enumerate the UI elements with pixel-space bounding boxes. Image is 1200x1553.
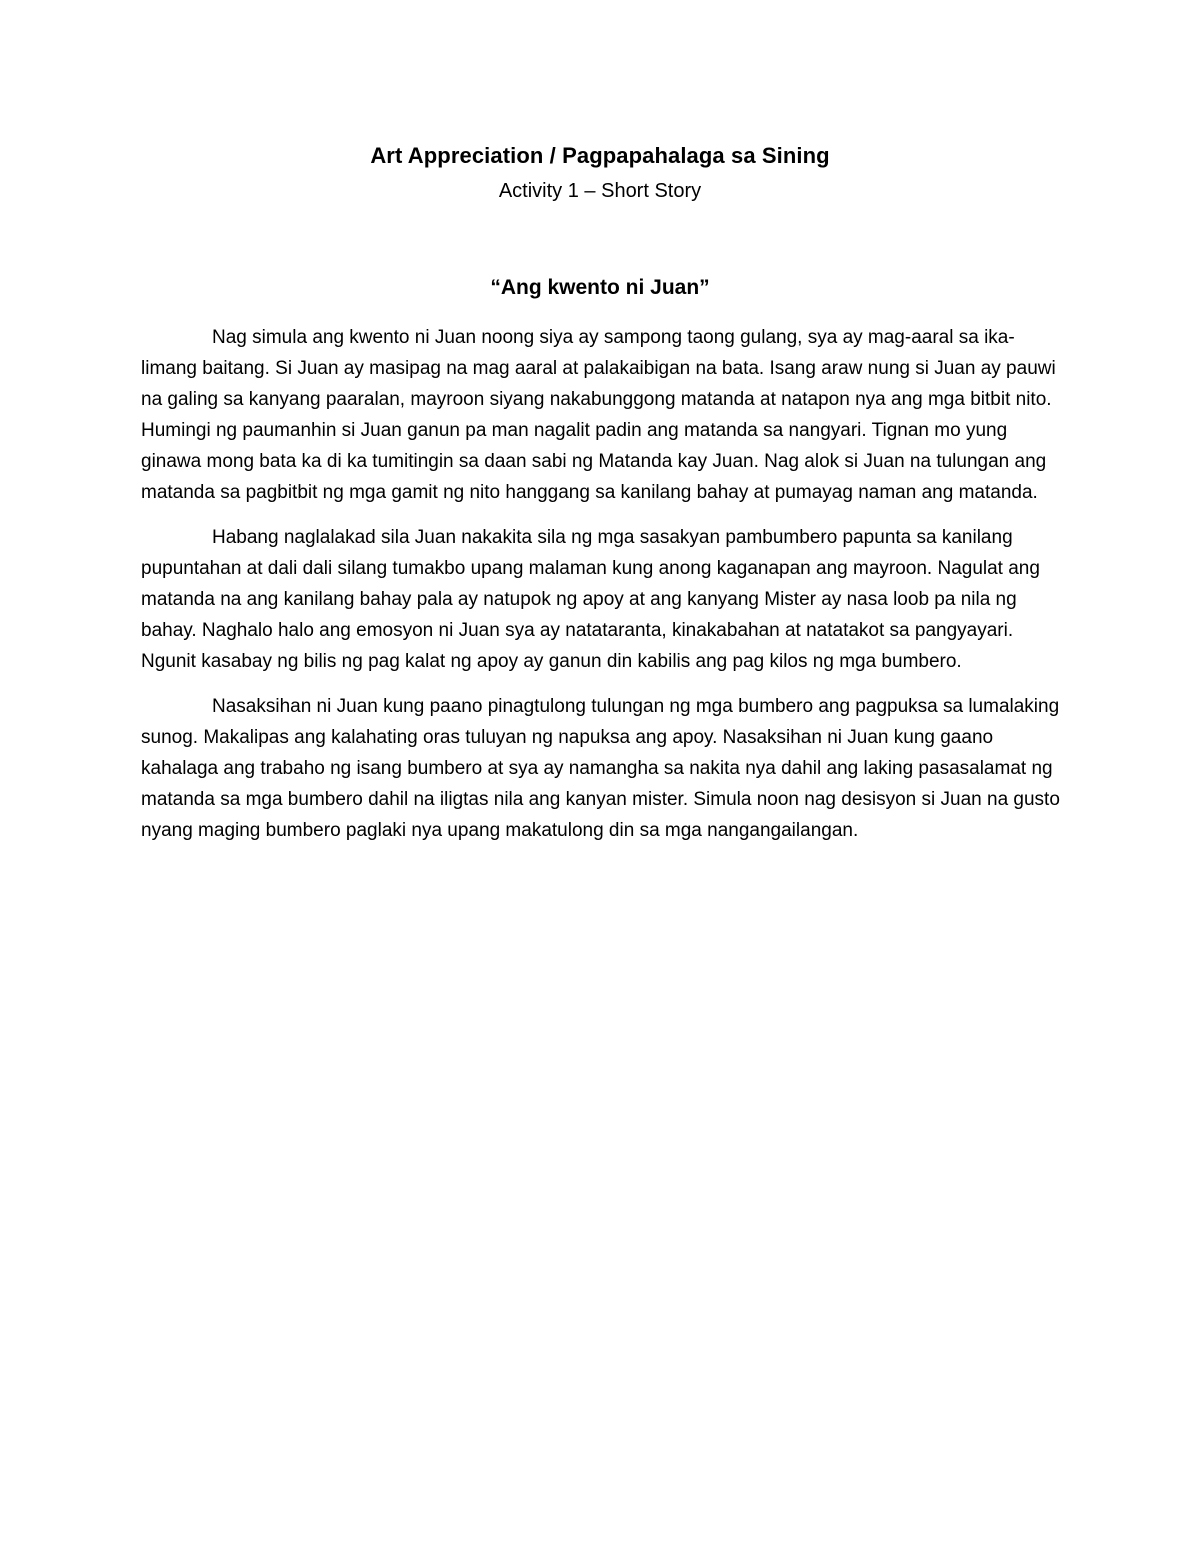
- story-paragraph-2: Habang naglalakad sila Juan nakakita sila ng mga sasakyan pambumbero papunta sa kanilang pupuntahan at dali dali silang tumakbo upang malaman kung anong kaganapan ang mayroon. Nagulat ang matanda na ang kanilang bahay pala ay natupok ng apoy at ang kanyang Mister ay nasa loob pa nila ng bahay. Naghalo halo ang emosyon ni Juan sya ay natataranta, kinakabahan at natatakot sa pangyayari. Ngunit kasabay ng bilis ng pag kalat ng apoy ay ganun din kabilis ang pag kilos ng mga bumbero.: [141, 527, 1040, 672]
- story-paragraph-1: Nag simula ang kwento ni Juan noong siya ay sampong taong gulang, sya ay mag-aaral sa ika-limang baitang. Si Juan ay masipag na mag aaral at palakaibigan na bata. Isang araw nung si Juan ay pauwi na galing sa kanyang paaralan, mayroon siyang nakabunggong matanda at natapon nya ang mga bitbit nito. Humingi ng paumanhin si Juan ganun pa man nagalit padin ang matanda sa nangyari. Tignan mo yung ginawa mong bata ka di ka tumitingin sa daan sabi ng Matanda kay Juan. Nag alok si Juan na tulungan ang matanda sa pagbitbit ng mga gamit ng nito hanggang sa kanilang bahay at pumayag naman ang matanda.: [141, 327, 1056, 503]
- story-body: [141, 322, 1061, 860]
- activity-subtitle: Activity 1 – Short Story: [498, 180, 702, 202]
- course-title: Art Appreciation / Pagpapahalaga sa Sining: [370, 143, 830, 168]
- story-paragraph-3: Nasaksihan ni Juan kung paano pinagtulong tulungan ng mga bumbero ang pagpuksa sa lumalaking sunog. Makalipas ang kalahating oras tuluyan ng napuksa ang apoy. Nasaksihan ni Juan kung gaano kahalaga ang trabaho ng isang bumbero at sya ay namangha sa nakita nya dahil ang laking pasasalamat ng matanda sa mga bumbero dahil na iligtas nila ang kanyan mister. Simula noon nag desisyon si Juan na gusto nyang maging bumbero paglaki nya upang makatulong din sa mga nangangailangan.: [141, 696, 1060, 841]
- story-title: “Ang kwento ni Juan”: [490, 276, 710, 299]
